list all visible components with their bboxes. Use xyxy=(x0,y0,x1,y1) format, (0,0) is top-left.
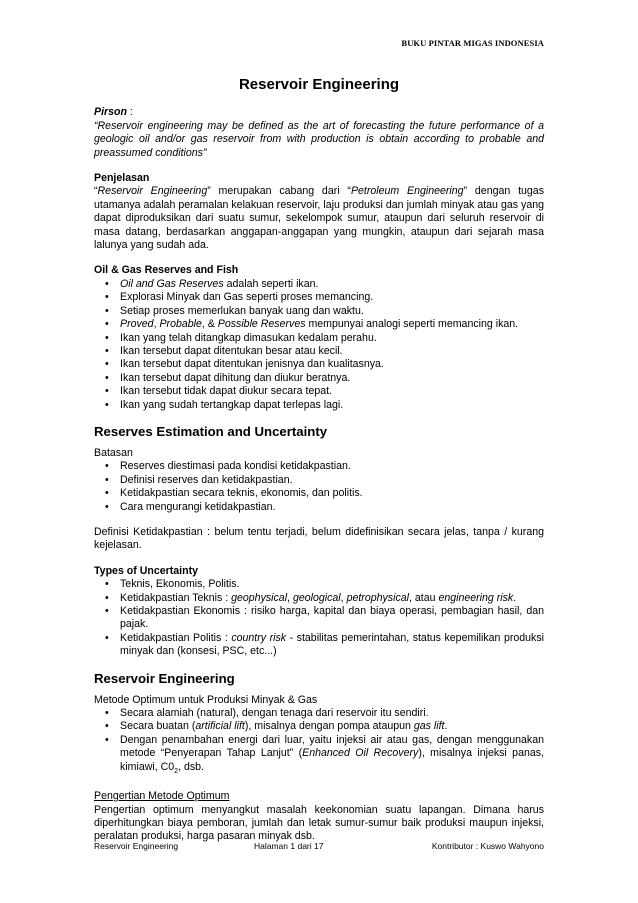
list-item-text: Explorasi Minyak dan Gas seperti proses memancing. xyxy=(120,291,374,304)
list-item-text: Teknis, Ekonomis, Politis. xyxy=(120,578,240,591)
list-item-text: Secara alamiah (natural), dengan tenaga dari reservoir itu sendiri. xyxy=(120,707,429,720)
term-geological: geological xyxy=(292,591,341,604)
list-item xyxy=(94,345,544,358)
list-item xyxy=(94,318,544,331)
list-item xyxy=(94,291,544,304)
bullet-icon: • xyxy=(105,578,109,591)
types-heading: Types of Uncertainty xyxy=(94,564,198,577)
term-country-risk: country risk xyxy=(231,631,287,644)
bullet-icon: • xyxy=(105,473,109,486)
list-item-text: Secara buatan ( xyxy=(120,720,196,733)
bullet-icon: • xyxy=(105,385,109,398)
bullet-icon: • xyxy=(105,605,109,617)
term-proved: Proved xyxy=(120,318,154,331)
term-petroleum-engineering: Petroleum Engineering xyxy=(350,185,464,198)
list-item xyxy=(94,487,544,500)
list-item xyxy=(94,501,544,514)
list-item xyxy=(94,358,544,371)
pengertian-paragraph: Pengertian optimum menyangkut masalah keekonomian suatu lapangan. Dimana harus diperhitungkan biaya pemboran, jumlah dan letak sumur-sumur baik produksi maupun injeksi, peralatan produksi, harga pasaran minyak dsb. xyxy=(94,803,544,843)
definisi-paragraph: Definisi Ketidakpastian : belum tentu terjadi, belum didefinisikan secara jelas, tanpa / kurang kejelasan. xyxy=(94,525,544,552)
bullet-icon: • xyxy=(105,318,109,331)
list-item-text: Ketidakpastian Ekonomis : risiko harga, kapital dan biaya operasi, pembagian hasil, dan pajak. xyxy=(120,605,544,631)
penjelasan-label: Penjelasan xyxy=(94,172,150,185)
list-item-text: adalah seperti ikan. xyxy=(223,277,319,290)
list-item-text: Ikan tersebut tidak dapat diukur secara tepat. xyxy=(120,385,333,398)
reservoir-list xyxy=(94,707,544,778)
bullet-icon: • xyxy=(105,344,109,357)
bullet-icon: • xyxy=(105,398,109,411)
bullet-icon: • xyxy=(105,460,109,473)
list-item xyxy=(94,578,544,591)
list-item xyxy=(94,707,544,720)
oil-gas-heading: Oil & Gas Reserves and Fish xyxy=(94,264,239,277)
list-item xyxy=(94,592,544,605)
list-item-text: Ikan tersebut dapat dihitung dan diukur beratnya. xyxy=(120,371,351,384)
subscript: 2 xyxy=(174,767,179,775)
term-reservoir-engineering: Reservoir Engineering xyxy=(97,185,208,198)
bullet-icon: • xyxy=(105,371,109,384)
penjelasan-text-2: ” dengan tugas utamanya adalah peramalan kelakuan reservoir, laju produksi dan jumlah minyak atau gas yang dapat diproduksikan dari suatu sumur, sekelompok sumur, ataupun dari seluruh reservoir di masa datang, berdasarkan anggapan-anggapan yang mungkin, ataupun dari sejarah masa lalunya yang sudah ada. xyxy=(94,185,544,252)
reservoir-intro: Metode Optimum untuk Produksi Minyak & Gas xyxy=(94,693,318,706)
list-item-text: Cara mengurangi ketidakpastian. xyxy=(120,500,276,513)
period: . xyxy=(513,591,517,604)
term-artificial-lift: artificial lift xyxy=(195,720,245,733)
list-item xyxy=(94,460,544,473)
bullet-icon: • xyxy=(105,707,109,720)
page-content xyxy=(94,78,544,844)
list-item xyxy=(94,385,544,398)
list-item-text: Setiap proses memerlukan banyak uang dan waktu. xyxy=(120,304,364,317)
pengertian-heading: Pengertian Metode Optimum xyxy=(94,790,230,803)
term-petrophysical: petrophysical xyxy=(346,591,409,604)
footer-page-number: Halaman 1 dari 17 xyxy=(254,841,324,851)
term-gas-lift: gas lift xyxy=(413,720,445,733)
list-item-text: mempunyai analogi seperti memancing ikan. xyxy=(305,318,519,331)
list-item-text: Ketidakpastian Politis : xyxy=(120,631,232,644)
list-item xyxy=(94,372,544,385)
page-title: Reservoir Engineering xyxy=(238,76,400,93)
bullet-icon: • xyxy=(105,733,109,746)
oil-gas-list xyxy=(94,278,544,412)
list-item xyxy=(94,278,544,291)
separator: , xyxy=(340,591,347,604)
quote-open: “ xyxy=(94,185,98,198)
bullet-icon: • xyxy=(105,291,109,304)
list-item-text: Ikan tersebut dapat ditentukan jenisnya dan kualitasnya. xyxy=(120,358,384,371)
list-item-text: Ikan yang telah ditangkap dimasukan kedalam perahu. xyxy=(120,331,377,344)
list-item xyxy=(94,399,544,412)
list-item-text: - stabilitas pemerintahan, status kepemilikan produksi minyak dan (konsesi, PSC, etc...) xyxy=(120,631,545,658)
reservoir-heading: Reservoir Engineering xyxy=(94,670,235,686)
list-item-text: Dengan penambahan energi dari luar, yaitu injeksi air atau gas, dengan menggunakan metode “Penyerapan Tahap Lanjut” ( xyxy=(120,733,544,760)
footer-contributor: Kontributor : Kuswo Wahyono xyxy=(431,841,544,851)
penjelasan-paragraph xyxy=(94,185,544,252)
batasan-label: Batasan xyxy=(94,446,133,459)
bullet-icon: • xyxy=(105,720,109,733)
list-item-text: Ketidakpastian Teknis : xyxy=(120,591,232,604)
list-item xyxy=(94,720,544,733)
bullet-icon: • xyxy=(105,487,109,500)
footer-left: Reservoir Engineering xyxy=(94,841,179,851)
batasan-list xyxy=(94,460,544,514)
list-item-text: Definisi reserves dan ketidakpastian. xyxy=(120,473,293,486)
term-oil-gas-reserves: Oil and Gas Reserves xyxy=(120,277,224,290)
separator: , xyxy=(153,318,160,331)
penjelasan-text-1: ” merupakan cabang dari “ xyxy=(207,185,351,198)
list-item xyxy=(94,632,544,659)
estimation-heading: Reserves Estimation and Uncertainty xyxy=(94,423,328,439)
period: . xyxy=(444,720,448,733)
bullet-icon: • xyxy=(105,331,109,344)
separator: , & xyxy=(201,318,218,331)
pirson-quote: “Reservoir engineering may be defined as the art of forecasting the future performance of a geologic oil and/or gas reservoir from with production is obtain according to probable and preassumed conditions” xyxy=(94,119,544,159)
term-probable: Probable xyxy=(159,318,202,331)
term-geophysical: geophysical xyxy=(231,591,288,604)
list-item-text: Reserves diestimasi pada kondisi ketidakpastian. xyxy=(120,460,351,473)
book-title-header: BUKU PINTAR MIGAS INDONESIA xyxy=(401,38,544,48)
term-enhanced-oil-recovery: Enhanced Oil Recovery xyxy=(302,747,419,760)
list-item xyxy=(94,305,544,318)
term-possible-reserves: Possible Reserves xyxy=(217,318,306,331)
list-item xyxy=(94,332,544,345)
list-item-text: ), misalnya dengan pompa ataupun xyxy=(244,720,414,733)
bullet-icon: • xyxy=(105,358,109,371)
list-item-text: , atau xyxy=(408,591,439,604)
bullet-icon: • xyxy=(105,500,109,513)
term-engineering-risk: engineering risk xyxy=(438,591,514,604)
list-item xyxy=(94,605,544,632)
separator: , xyxy=(287,591,293,604)
pirson-label: Pirson xyxy=(94,106,127,119)
list-item xyxy=(94,734,544,778)
list-item-text: Ikan tersebut dapat ditentukan besar atau kecil. xyxy=(120,344,343,357)
bullet-icon: • xyxy=(105,591,109,604)
bullet-icon: • xyxy=(105,631,109,644)
list-item-text: ), misalnya injeksi panas, kimiawi, C0 xyxy=(120,747,544,773)
list-item-text: Ketidakpastian secara teknis, ekonomis, dan politis. xyxy=(120,487,363,500)
bullet-icon: • xyxy=(105,277,109,290)
list-item xyxy=(94,474,544,487)
list-item-text: Ikan yang sudah tertangkap dapat terlepas lagi. xyxy=(120,398,344,411)
pirson-colon: : xyxy=(126,106,133,119)
list-item-text: , dsb. xyxy=(178,760,204,773)
bullet-icon: • xyxy=(105,304,109,317)
types-list xyxy=(94,578,544,658)
pirson-label-line xyxy=(94,106,544,119)
